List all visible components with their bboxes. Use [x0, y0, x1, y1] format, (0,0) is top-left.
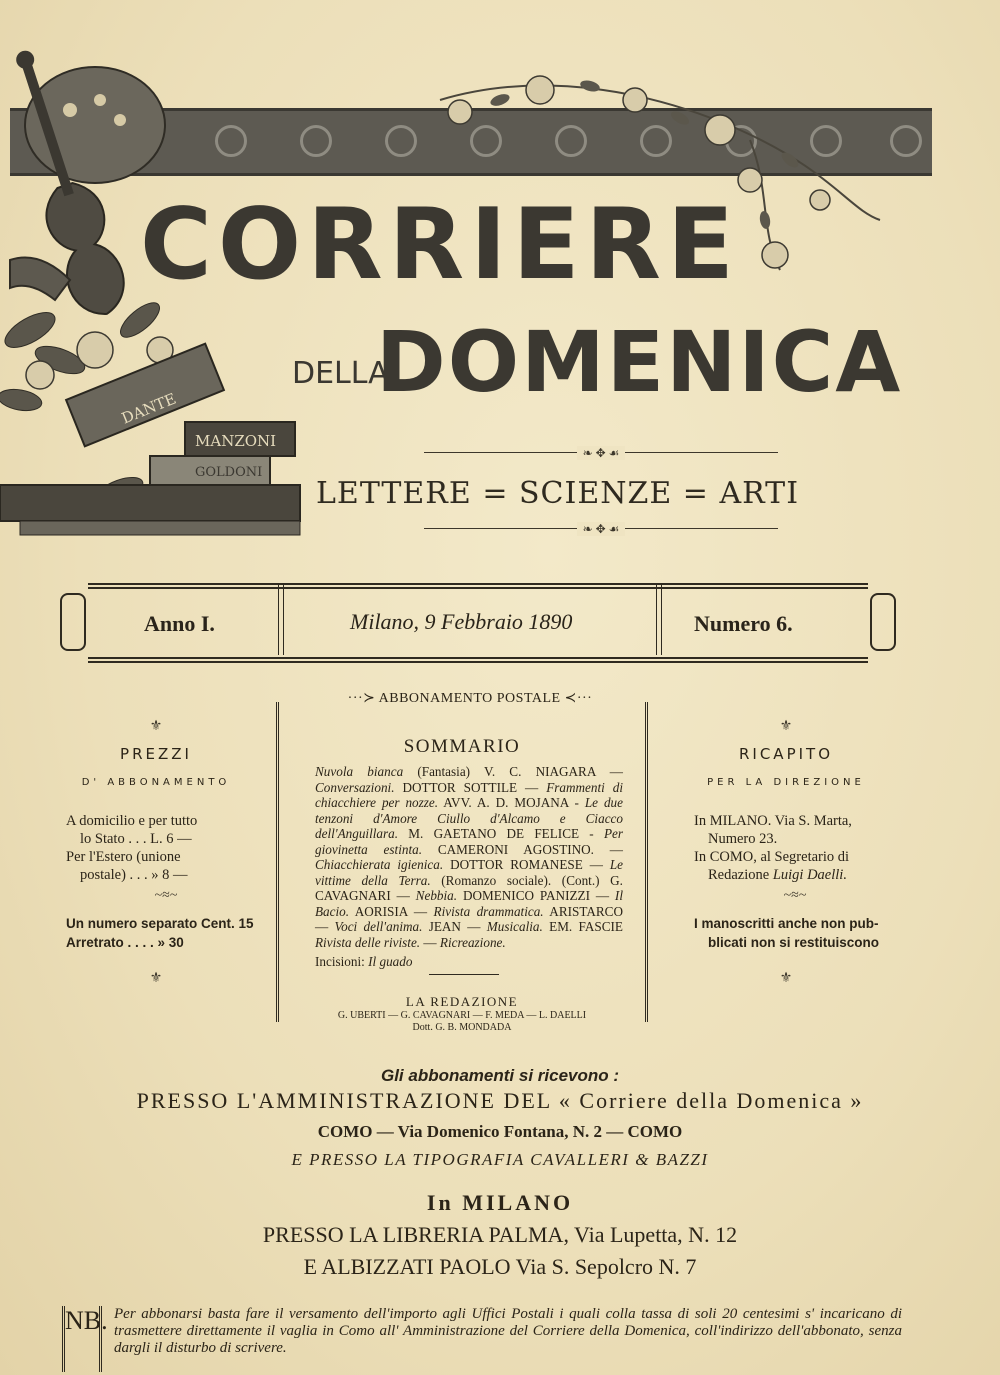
sommario-article-title: Nebbia. [415, 888, 458, 903]
book-label-goldoni: GOLDONI [195, 465, 263, 480]
band-ring [385, 125, 417, 157]
ornament: ~≈~ [783, 888, 807, 903]
ornament: ⚜ [149, 719, 163, 734]
sommario-article-title: Le due tenzoni d'Amore Ciullo d'Alcamo e Ciacco dell'Anguillara. [315, 795, 623, 841]
sommario-body [315, 764, 623, 950]
nb-letters: NB. [62, 1306, 102, 1372]
divider [429, 974, 499, 975]
recapito-column [676, 718, 896, 987]
recapito-sub: PER LA DIREZIONE [707, 777, 865, 788]
subscriptions-address: COMO — Via Domenico Fontana, N. 2 — COMO [317, 1122, 683, 1141]
subscriptions-line: PRESSO L'AMMINISTRAZIONE DEL « Corriere della Domenica » [136, 1088, 864, 1113]
nb-notice [62, 1306, 902, 1374]
sommario-title: SOMMARIO [403, 736, 521, 757]
nb-text: Per abbonarsi basta fare il versamento dell'importo agli Uffici Postali i quali colla tassa di soli 20 centesimi s' incaricano di trasmettere direttamente il vaglia in Como all' Amministrazione del Corriere della Domenica, coll'indirizzo dell'abbonato, senza dargli il disturbo di scrivere. [114, 1306, 902, 1356]
prezzi-single-issue: Un numero separato Cent. 15 [66, 916, 254, 931]
sommario-author: CAMERONI AGOSTINO. — [422, 841, 623, 857]
recapito-note: I manoscritti anche non pub- [694, 916, 879, 931]
abbonamento-postale-text: ABBONAMENTO POSTALE [378, 691, 561, 706]
book-label-manzoni: MANZONI [195, 432, 277, 450]
sommario-author: JEAN — [422, 919, 487, 934]
prezzi-line: lo Stato . . . L. 6 — [80, 831, 192, 847]
sommario-author: (Romanzo sociale). (Cont.) G. CAVAGNARI — [315, 872, 623, 903]
recapito-heading: RICAPITO [738, 745, 834, 763]
sommario-author: — [420, 934, 440, 950]
ornament: ···≻ [347, 691, 376, 706]
sommario-author: M. GAETANO DE FELICE - [398, 826, 604, 841]
subtitle: LETTERE = SCIENZE = ARTI [316, 476, 800, 511]
recapito-secretary: Luigi Daelli. [772, 867, 847, 883]
issue-numero: Numero 6. [694, 611, 793, 636]
ornament: ⚜ [149, 971, 163, 986]
issue-anno: Anno I. [144, 611, 215, 636]
sommario-author: EM. FASCIE [542, 919, 623, 934]
recapito-line: Numero 23. [708, 831, 778, 847]
ornament: ⚜ [779, 971, 793, 986]
prezzi-heading: PREZZI [120, 745, 192, 763]
sommario-article-title: Voci dell'anima. [334, 919, 423, 934]
sommario-article-title: Il Bacio. [315, 888, 623, 919]
issue-divider [656, 585, 662, 655]
scroll-ornament-right [870, 593, 896, 651]
subscriptions-libreria: PRESSO LA LIBRERIA PALMA, Via Lupetta, N. 12 [262, 1222, 738, 1247]
ornament: ~≈~ [154, 888, 178, 903]
title-corriere: CORRIERE [140, 188, 740, 302]
recapito-text: Redazione [708, 867, 773, 883]
title-domenica: DOMENICA [376, 313, 903, 411]
ornament: ⚜ [779, 719, 793, 734]
sommario-box [276, 702, 648, 1033]
title-della: DELLA [292, 356, 389, 391]
prezzi-line: A domicilio e per tutto [66, 813, 198, 829]
sommario-author: ARISTARCO — [315, 903, 623, 934]
incisioni-line [315, 954, 623, 970]
ornament: ≺··· [564, 691, 593, 706]
band-ring [890, 125, 922, 157]
subscriptions-albizzati: E ALBIZZATI PAOLO Via S. Sepolcro N. 7 [303, 1254, 697, 1279]
sommario-article-title: Conversazioni. [315, 779, 395, 795]
scroll-ornament-left [60, 593, 86, 651]
subscriptions-intro: Gli abbonamenti si ricevono : [380, 1066, 620, 1085]
prezzi-line: postale) . . . » 8 — [80, 867, 188, 883]
prezzi-back-issue: Arretrato . . . . » 30 [66, 935, 184, 950]
sommario-article-title: Musicalia. [486, 919, 543, 934]
prezzi-column [46, 718, 266, 987]
sommario-article-title: Rivista drammatica. [433, 903, 544, 919]
sommario-author: AVV. A. D. MOJANA - [438, 795, 585, 810]
recapito-note: blicati non si restituiscono [708, 935, 880, 950]
ornamental-rule: ❧ ✥ ☙ [424, 446, 778, 460]
sommario-article-title: Per giovinetta estinta. [315, 826, 623, 857]
recapito-line [694, 866, 896, 884]
sommario-article-title: Ricreazione. [439, 934, 506, 950]
ornamental-rule: ❧ ✥ ☙ [424, 522, 778, 536]
in-milano-heading: In MILANO [426, 1190, 574, 1215]
sommario-author: (Fantasia) V. C. NIAGARA — [403, 764, 623, 779]
subscriptions-tipografia: E PRESSO LA TIPOGRAFIA CAVALLERI & BAZZI [291, 1150, 709, 1169]
sommario-author: AORISIA — [349, 903, 434, 919]
sommario-article-title: Frammenti di chiacchiere per nozze. [315, 779, 623, 810]
issue-date: Milano, 9 Febbraio 1890 [350, 609, 573, 634]
sommario-author: DOTTOR ROMANESE — [443, 857, 610, 872]
redazione-line: G. UBERTI — G. CAVAGNARI — F. MEDA — L. DAELLI [337, 1010, 587, 1021]
book-label-dante: DANTE [119, 389, 179, 428]
sommario-article-title: Le vittime della Terra. [315, 857, 623, 888]
incisioni-value: Il guado [368, 954, 413, 969]
incisioni-label: Incisioni: [315, 954, 369, 969]
sommario-author: DOTTOR SOTTILE — [394, 779, 547, 795]
redazione-names [279, 1010, 645, 1034]
issue-divider [278, 585, 284, 655]
prezzi-sub: D' ABBONAMENTO [81, 777, 231, 788]
sommario-article-title: Rivista delle riviste. [315, 934, 421, 950]
redazione-title: LA REDAZIONE [405, 994, 519, 1009]
sommario-article-title: Nuvola bianca [315, 764, 404, 779]
issue-bar [58, 575, 900, 667]
recapito-line: In MILANO. Via S. Marta, [694, 813, 852, 829]
sommario-author: DOMENICO PANIZZI — [457, 888, 615, 903]
prezzi-line: Per l'Estero (unione [66, 849, 181, 865]
sommario-article-title: Chiacchierata igienica. [315, 857, 444, 872]
recapito-line: In COMO, al Segretario di [694, 849, 850, 865]
redazione-line: Dott. G. B. MONDADA [412, 1022, 512, 1033]
